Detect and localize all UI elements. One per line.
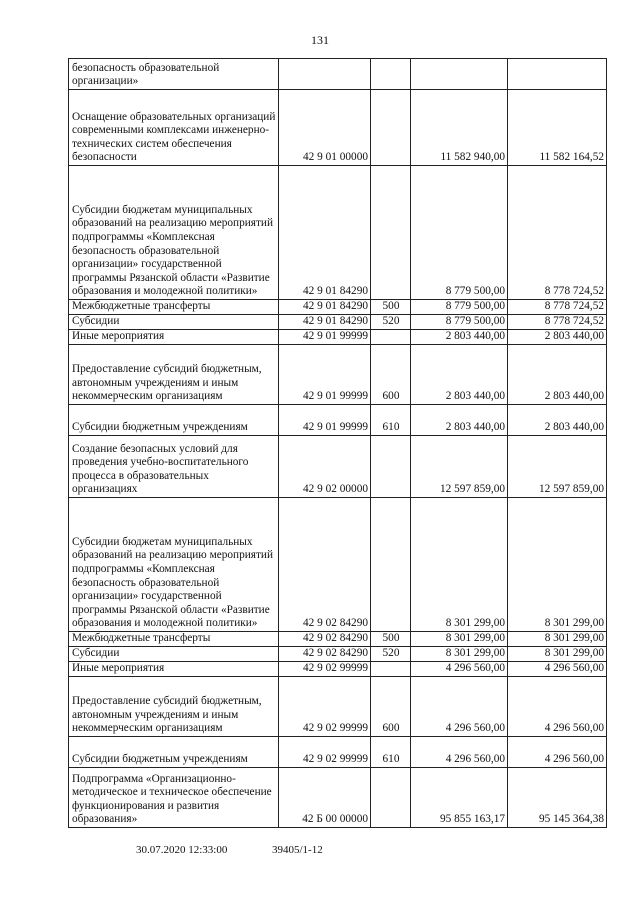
row-amount-1: 8 779 500,00 [411, 300, 508, 315]
row-name: Субсидии [69, 315, 279, 330]
row-name: Субсидии бюджетным учреждениям [69, 405, 279, 436]
row-name: Подпрограмма «Организационно-методическое и техническое обеспечение функционирования и развития образования» [69, 768, 279, 828]
row-vr: 600 [371, 345, 411, 405]
row-amount-1: 95 855 163,17 [411, 768, 508, 828]
budget-table [68, 58, 607, 828]
row-name: Иные мероприятия [69, 662, 279, 677]
table-row [69, 59, 607, 90]
row-amount-1: 8 779 500,00 [411, 315, 508, 330]
row-code: 42 9 01 00000 [279, 90, 371, 166]
row-name: Оснащение образовательных организаций современными комплексами инженерно-технических систем обеспечения безопасности [69, 90, 279, 166]
row-amount-1: 2 803 440,00 [411, 345, 508, 405]
row-amount-2: 2 803 440,00 [508, 405, 607, 436]
footer-timestamp: 30.07.2020 12:33:00 [136, 844, 228, 856]
row-code: 42 9 02 99999 [279, 662, 371, 677]
row-amount-2: 4 296 560,00 [508, 677, 607, 737]
row-code: 42 9 01 84290 [279, 166, 371, 300]
row-amount-1: 4 296 560,00 [411, 677, 508, 737]
row-amount-1: 8 301 299,00 [411, 647, 508, 662]
row-name: Межбюджетные трансферты [69, 632, 279, 647]
row-code: 42 9 01 99999 [279, 330, 371, 345]
page-number: 131 [311, 33, 329, 47]
table-row [69, 768, 607, 828]
row-amount-1: 8 779 500,00 [411, 166, 508, 300]
row-amount-1 [411, 59, 508, 90]
table-row [69, 90, 607, 166]
row-vr: 520 [371, 315, 411, 330]
table-row [69, 498, 607, 632]
row-amount-1: 8 301 299,00 [411, 632, 508, 647]
row-vr [371, 436, 411, 498]
row-amount-2: 4 296 560,00 [508, 737, 607, 768]
row-amount-2: 8 301 299,00 [508, 647, 607, 662]
table-row [69, 315, 607, 330]
row-amount-1: 8 301 299,00 [411, 498, 508, 632]
row-amount-2: 8 778 724,52 [508, 300, 607, 315]
row-vr [371, 59, 411, 90]
row-vr [371, 330, 411, 345]
row-amount-2: 2 803 440,00 [508, 345, 607, 405]
row-vr [371, 768, 411, 828]
row-name: Субсидии [69, 647, 279, 662]
row-code: 42 9 01 99999 [279, 345, 371, 405]
row-name: Предоставление субсидий бюджетным, автономным учреждениям и иным некоммерческим организациям [69, 677, 279, 737]
row-amount-2: 11 582 164,52 [508, 90, 607, 166]
row-vr [371, 90, 411, 166]
row-vr: 500 [371, 300, 411, 315]
table-row [69, 405, 607, 436]
row-name: Межбюджетные трансферты [69, 300, 279, 315]
row-code: 42 Б 00 00000 [279, 768, 371, 828]
row-amount-2: 95 145 364,38 [508, 768, 607, 828]
row-code: 42 9 02 84290 [279, 498, 371, 632]
table-row [69, 345, 607, 405]
row-name: безопасность образовательной организации» [69, 59, 279, 90]
row-amount-1: 4 296 560,00 [411, 662, 508, 677]
row-amount-2: 8 301 299,00 [508, 498, 607, 632]
row-amount-2: 8 301 299,00 [508, 632, 607, 647]
row-code: 42 9 02 99999 [279, 737, 371, 768]
row-amount-2: 2 803 440,00 [508, 330, 607, 345]
table-row [69, 647, 607, 662]
row-code: 42 9 01 84290 [279, 300, 371, 315]
table-row [69, 737, 607, 768]
row-amount-2: 8 778 724,52 [508, 315, 607, 330]
row-code: 42 9 01 99999 [279, 405, 371, 436]
row-code: 42 9 02 00000 [279, 436, 371, 498]
row-amount-2: 4 296 560,00 [508, 662, 607, 677]
row-vr [371, 662, 411, 677]
row-amount-1: 4 296 560,00 [411, 737, 508, 768]
table-row [69, 300, 607, 315]
row-code: 42 9 02 84290 [279, 632, 371, 647]
row-vr [371, 498, 411, 632]
row-vr: 520 [371, 647, 411, 662]
row-amount-2 [508, 59, 607, 90]
table-row [69, 330, 607, 345]
row-vr: 500 [371, 632, 411, 647]
table-row [69, 632, 607, 647]
row-amount-2: 12 597 859,00 [508, 436, 607, 498]
row-name: Субсидии бюджетам муниципальных образований на реализацию мероприятий подпрограммы «Комплексная безопасность образовательной организации» государственной программы Рязанской области «Развитие образования и молодежной политики» [69, 498, 279, 632]
row-vr [371, 166, 411, 300]
row-name: Создание безопасных условий для проведения учебно-воспитательного процесса в образовательных организациях [69, 436, 279, 498]
row-code: 42 9 02 99999 [279, 677, 371, 737]
row-amount-2: 8 778 724,52 [508, 166, 607, 300]
table-row [69, 166, 607, 300]
row-amount-1: 12 597 859,00 [411, 436, 508, 498]
footer-doc-number: 39405/1-12 [272, 844, 323, 856]
table-row [69, 436, 607, 498]
row-amount-1: 11 582 940,00 [411, 90, 508, 166]
row-name: Предоставление субсидий бюджетным, автономным учреждениям и иным некоммерческим организациям [69, 345, 279, 405]
row-code: 42 9 01 84290 [279, 315, 371, 330]
row-name: Иные мероприятия [69, 330, 279, 345]
row-code [279, 59, 371, 90]
row-name: Субсидии бюджетным учреждениям [69, 737, 279, 768]
budget-table-body [69, 59, 607, 828]
table-row [69, 662, 607, 677]
row-code: 42 9 02 84290 [279, 647, 371, 662]
row-vr: 610 [371, 405, 411, 436]
row-amount-1: 2 803 440,00 [411, 330, 508, 345]
row-vr: 610 [371, 737, 411, 768]
row-vr: 600 [371, 677, 411, 737]
row-amount-1: 2 803 440,00 [411, 405, 508, 436]
row-name: Субсидии бюджетам муниципальных образований на реализацию мероприятий подпрограммы «Комплексная безопасность образовательной организации» государственной программы Рязанской области «Развитие образования и молодежной политики» [69, 166, 279, 300]
table-row [69, 677, 607, 737]
